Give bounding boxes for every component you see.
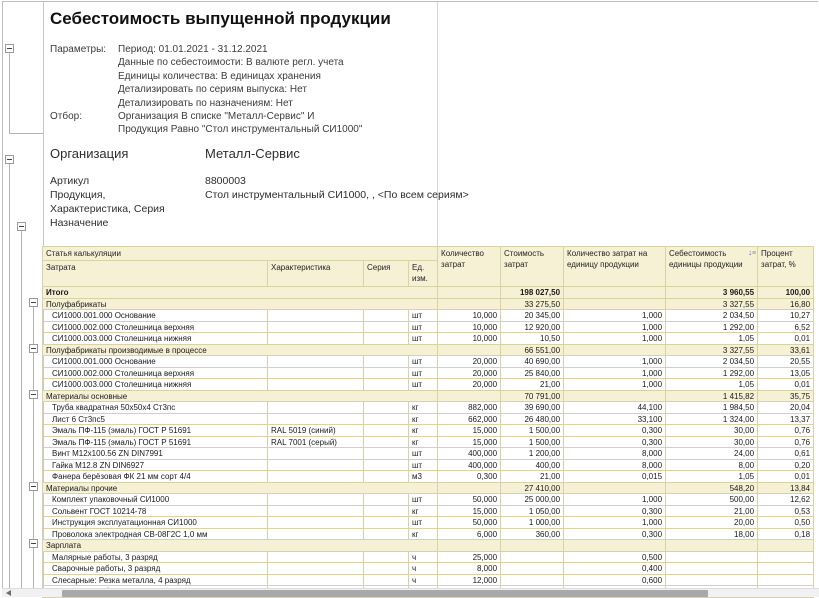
table-cell[interactable]: 400,000 xyxy=(438,448,501,460)
table-cell[interactable] xyxy=(268,321,364,333)
table-cell[interactable]: кг xyxy=(409,425,438,437)
tree-line xyxy=(21,231,22,588)
table-cell[interactable]: 8,000 xyxy=(564,459,666,471)
table-group-row[interactable] xyxy=(43,540,814,552)
table-data-row[interactable] xyxy=(43,333,814,345)
sort-descending-icon[interactable]: ↓≡ xyxy=(747,248,757,257)
table-cell[interactable]: 21,00 xyxy=(501,471,564,483)
table-cell[interactable]: Проволока электродная СВ-08Г2С 1,0 мм xyxy=(43,528,268,540)
table-data-row[interactable] xyxy=(43,563,814,575)
table-cell[interactable]: 66 551,00 xyxy=(501,344,564,356)
table-total-row[interactable] xyxy=(43,287,814,299)
table-data-row[interactable] xyxy=(43,321,814,333)
table-cell[interactable]: 662,000 xyxy=(438,413,501,425)
table-cell[interactable]: Лист 6 Ст3пс5 xyxy=(43,413,268,425)
panel-border-left xyxy=(2,1,3,596)
table-cell[interactable]: СИ1000.001.000 Основание xyxy=(43,356,268,368)
table-cell[interactable] xyxy=(758,540,814,552)
table-cell[interactable]: Сольвент ГОСТ 10214-78 xyxy=(43,505,268,517)
table-cell[interactable]: RAL 5019 (синий) xyxy=(268,425,364,437)
report-title: Себестоимость выпущенной продукции xyxy=(50,9,391,28)
table-cell[interactable] xyxy=(758,551,814,563)
table-cell[interactable]: 16,80 xyxy=(758,298,814,310)
table-cell[interactable]: 20,55 xyxy=(758,356,814,368)
table-cell[interactable] xyxy=(364,528,409,540)
table-cell[interactable] xyxy=(364,563,409,575)
table-cell[interactable]: 39 690,00 xyxy=(501,402,564,414)
table-cell[interactable]: 1 984,50 xyxy=(666,402,758,414)
table-cell[interactable] xyxy=(564,482,666,494)
table-cell[interactable]: 400,00 xyxy=(501,459,564,471)
table-cell[interactable]: 1,000 xyxy=(564,379,666,391)
table-cell[interactable] xyxy=(268,356,364,368)
table-cell[interactable]: 13,84 xyxy=(758,482,814,494)
filter-label: Отбор: xyxy=(50,111,82,123)
table-cell[interactable] xyxy=(268,379,364,391)
table-cell[interactable] xyxy=(268,459,364,471)
parameters-block xyxy=(50,43,362,137)
table-data-row[interactable] xyxy=(43,505,814,517)
table-cell[interactable]: 1,05 xyxy=(666,471,758,483)
table-group-row[interactable] xyxy=(43,390,814,402)
table-cell[interactable]: 400,000 xyxy=(438,459,501,471)
table-cell[interactable]: 1 000,00 xyxy=(501,517,564,529)
col-header-unit-cost[interactable] xyxy=(666,247,758,287)
table-cell[interactable]: 2 034,50 xyxy=(666,310,758,322)
table-cell[interactable] xyxy=(438,287,501,299)
table-cell[interactable]: 20,000 xyxy=(438,356,501,368)
table-cell[interactable]: 0,53 xyxy=(758,505,814,517)
field-value: Стол инструментальный СИ1000, , <По всем сериям> xyxy=(205,189,469,201)
table-cell[interactable]: 13,37 xyxy=(758,413,814,425)
table-cell[interactable]: 3 327,55 xyxy=(666,298,758,310)
tree-line xyxy=(9,133,43,134)
table-cell[interactable]: 27 410,00 xyxy=(501,482,564,494)
col-header-cost-item[interactable]: Статья калькуляции xyxy=(43,247,438,261)
table-cell[interactable] xyxy=(364,517,409,529)
table-cell[interactable] xyxy=(364,471,409,483)
table-cell[interactable]: 30,00 xyxy=(666,436,758,448)
table-cell[interactable]: 35,75 xyxy=(758,390,814,402)
table-cell[interactable]: ч xyxy=(409,574,438,586)
table-cell[interactable] xyxy=(364,333,409,345)
table-cell[interactable] xyxy=(268,448,364,460)
table-data-row[interactable] xyxy=(43,413,814,425)
table-cell[interactable] xyxy=(268,505,364,517)
table-cell[interactable]: Зарплата xyxy=(43,540,438,552)
table-cell[interactable]: 100,00 xyxy=(758,287,814,299)
table-cell[interactable]: шт xyxy=(409,517,438,529)
table-cell[interactable]: Сварочные работы, 3 разряд xyxy=(43,563,268,575)
table-cell[interactable]: 1 500,00 xyxy=(501,436,564,448)
table-cell[interactable]: Полуфабрикаты производимые в процессе xyxy=(43,344,438,356)
table-cell[interactable] xyxy=(758,563,814,575)
table-cell[interactable] xyxy=(564,298,666,310)
table-cell[interactable]: 12 920,00 xyxy=(501,321,564,333)
table-cell[interactable] xyxy=(268,367,364,379)
table-cell[interactable]: 10,000 xyxy=(438,333,501,345)
table-cell[interactable] xyxy=(364,436,409,448)
scroll-left-icon xyxy=(6,590,11,596)
table-cell[interactable] xyxy=(364,321,409,333)
table-cell[interactable] xyxy=(268,494,364,506)
table-data-row[interactable] xyxy=(43,574,814,586)
table-cell[interactable]: шт xyxy=(409,459,438,471)
table-cell[interactable]: 25 840,00 xyxy=(501,367,564,379)
table-cell[interactable] xyxy=(268,528,364,540)
col-header-unit[interactable]: Ед. изм. xyxy=(409,261,438,287)
table-cell[interactable]: кг xyxy=(409,413,438,425)
table-cell[interactable]: 1 292,00 xyxy=(666,367,758,379)
field-value xyxy=(205,202,469,216)
table-data-row[interactable] xyxy=(43,517,814,529)
table-cell[interactable]: шт xyxy=(409,356,438,368)
table-cell[interactable] xyxy=(438,298,501,310)
filter-line: Продукция Равно "Стол инструментальный СИ1000" xyxy=(118,124,363,136)
table-cell[interactable]: 10,50 xyxy=(501,333,564,345)
table-cell[interactable]: 0,76 xyxy=(758,436,814,448)
panel-border-top xyxy=(2,1,818,2)
table-cell[interactable] xyxy=(268,563,364,575)
col-header-series[interactable]: Серия xyxy=(364,261,409,287)
table-cell[interactable] xyxy=(564,287,666,299)
table-cell[interactable] xyxy=(364,367,409,379)
table-cell[interactable] xyxy=(501,551,564,563)
table-cell[interactable] xyxy=(364,425,409,437)
field-label: Назначение xyxy=(50,217,109,229)
table-cell[interactable] xyxy=(564,344,666,356)
table-group-row[interactable] xyxy=(43,344,814,356)
table-cell[interactable]: Фанера берёзовая ФК 21 мм сорт 4/4 xyxy=(43,471,268,483)
table-cell[interactable]: 1,000 xyxy=(564,367,666,379)
table-data-row[interactable] xyxy=(43,356,814,368)
parameter-line: Единицы количества: В единицах хранения xyxy=(118,70,321,82)
parameter-line: Детализировать по назначениям: Нет xyxy=(118,97,293,109)
table-cell[interactable] xyxy=(758,574,814,586)
table-cell[interactable]: 8,000 xyxy=(438,563,501,575)
table-cell[interactable]: RAL 7001 (серый) xyxy=(268,436,364,448)
collapse-toggle-table-icon[interactable] xyxy=(17,222,26,231)
table-cell[interactable] xyxy=(268,551,364,563)
table-cell[interactable]: кг xyxy=(409,505,438,517)
org-label: Организация xyxy=(50,146,129,161)
table-cell[interactable]: 1 050,00 xyxy=(501,505,564,517)
table-cell[interactable]: 0,01 xyxy=(758,333,814,345)
table-cell[interactable]: 0,300 xyxy=(564,436,666,448)
table-cell[interactable]: 1 415,82 xyxy=(666,390,758,402)
collapse-toggle-group3-icon[interactable] xyxy=(29,390,38,399)
table-cell[interactable] xyxy=(364,459,409,471)
table-cell[interactable] xyxy=(364,494,409,506)
table-cell[interactable]: СИ1000.003.000 Столешница нижняя xyxy=(43,333,268,345)
table-cell[interactable]: кг xyxy=(409,402,438,414)
table-data-row[interactable] xyxy=(43,471,814,483)
table-cell[interactable]: 0,300 xyxy=(564,528,666,540)
table-cell[interactable]: 1 500,00 xyxy=(501,425,564,437)
table-cell[interactable]: Комплект упаковочный СИ1000 xyxy=(43,494,268,506)
org-value: Металл-Сервис xyxy=(205,146,300,161)
table-cell[interactable]: 10,000 xyxy=(438,321,501,333)
table-cell[interactable]: шт xyxy=(409,333,438,345)
table-cell[interactable]: 1 324,00 xyxy=(666,413,758,425)
table-cell[interactable]: 3 327,55 xyxy=(666,344,758,356)
cost-table xyxy=(42,246,814,598)
table-cell[interactable]: кг xyxy=(409,436,438,448)
table-cell[interactable] xyxy=(564,390,666,402)
table-data-row[interactable] xyxy=(43,551,814,563)
table-cell[interactable]: 0,500 xyxy=(564,551,666,563)
table-cell[interactable] xyxy=(666,540,758,552)
table-cell[interactable]: 0,50 xyxy=(758,517,814,529)
table-cell[interactable]: 30,00 xyxy=(666,425,758,437)
table-cell[interactable]: СИ1000.003.000 Столешница нижняя xyxy=(43,379,268,391)
table-cell[interactable]: шт xyxy=(409,494,438,506)
table-cell[interactable]: 360,00 xyxy=(501,528,564,540)
table-cell[interactable] xyxy=(438,482,501,494)
table-cell[interactable] xyxy=(364,356,409,368)
table-cell[interactable]: 500,00 xyxy=(666,494,758,506)
table-cell[interactable]: Итого xyxy=(43,287,438,299)
table-cell[interactable]: 0,300 xyxy=(438,471,501,483)
table-header-row xyxy=(43,247,814,261)
table-cell[interactable] xyxy=(438,344,501,356)
table-cell[interactable]: 0,20 xyxy=(758,459,814,471)
table-data-row[interactable] xyxy=(43,494,814,506)
table-cell[interactable]: 20,000 xyxy=(438,367,501,379)
table-cell[interactable]: 6,52 xyxy=(758,321,814,333)
table-cell[interactable]: 33,61 xyxy=(758,344,814,356)
col-header-cost[interactable]: Стоимость затрат xyxy=(501,247,564,287)
filter-line: Организация В списке "Металл-Сервис" И xyxy=(118,111,315,123)
table-cell[interactable]: Слесарные: Резка металла, 4 разряд xyxy=(43,574,268,586)
table-cell[interactable] xyxy=(666,551,758,563)
table-cell[interactable]: 24,00 xyxy=(666,448,758,460)
table-cell[interactable]: 20,00 xyxy=(666,517,758,529)
table-data-row[interactable] xyxy=(43,425,814,437)
table-cell[interactable]: 18,00 xyxy=(666,528,758,540)
table-cell[interactable]: Малярные работы, 3 разряд xyxy=(43,551,268,563)
table-cell[interactable]: 198 027,50 xyxy=(501,287,564,299)
table-cell[interactable]: 3 960,55 xyxy=(666,287,758,299)
table-cell[interactable]: 2 034,50 xyxy=(666,356,758,368)
table-cell[interactable]: 21,00 xyxy=(666,505,758,517)
table-cell[interactable]: Эмаль ПФ-115 (эмаль) ГОСТ Р 51691 xyxy=(43,436,268,448)
table-cell[interactable]: 12,000 xyxy=(438,574,501,586)
table-cell[interactable]: 1,05 xyxy=(666,379,758,391)
table-cell[interactable]: 1 292,00 xyxy=(666,321,758,333)
table-cell[interactable] xyxy=(268,402,364,414)
table-cell[interactable]: 40 690,00 xyxy=(501,356,564,368)
table-cell[interactable] xyxy=(364,505,409,517)
cost-table-body xyxy=(43,287,814,598)
table-cell[interactable] xyxy=(364,379,409,391)
table-cell[interactable]: 20,000 xyxy=(438,379,501,391)
table-cell[interactable]: 12,62 xyxy=(758,494,814,506)
tree-line xyxy=(9,164,10,588)
table-cell[interactable] xyxy=(364,448,409,460)
table-cell[interactable] xyxy=(268,310,364,322)
table-cell[interactable]: 15,000 xyxy=(438,436,501,448)
table-cell[interactable]: 1,05 xyxy=(666,333,758,345)
table-group-row[interactable] xyxy=(43,482,814,494)
table-data-row[interactable] xyxy=(43,402,814,414)
table-cell[interactable]: СИ1000.002.000 Столешница верхняя xyxy=(43,321,268,333)
table-cell[interactable] xyxy=(501,563,564,575)
table-cell[interactable]: СИ1000.001.000 Основание xyxy=(43,310,268,322)
table-cell[interactable]: Материалы основные xyxy=(43,390,438,402)
table-cell[interactable] xyxy=(268,413,364,425)
table-cell[interactable]: 6,000 xyxy=(438,528,501,540)
collapse-toggle-group2-icon[interactable] xyxy=(29,344,38,353)
parameter-line: Период: 01.01.2021 - 31.12.2021 xyxy=(118,44,268,55)
scroll-left-button[interactable] xyxy=(4,590,14,597)
table-cell[interactable]: 0,400 xyxy=(564,563,666,575)
table-data-row[interactable] xyxy=(43,436,814,448)
table-cell[interactable]: 44,100 xyxy=(564,402,666,414)
table-cell[interactable] xyxy=(364,402,409,414)
col-header-qty-per-unit[interactable]: Количество затрат на единицу продукции xyxy=(564,247,666,287)
col-header-unit-cost-label: Себестоимость единицы продукции xyxy=(669,249,743,269)
table-cell[interactable]: 50,000 xyxy=(438,517,501,529)
table-cell[interactable] xyxy=(364,310,409,322)
col-header-percent[interactable]: Процент затрат, % xyxy=(758,247,814,287)
table-cell[interactable]: 10,27 xyxy=(758,310,814,322)
table-cell[interactable] xyxy=(666,574,758,586)
table-cell[interactable]: 0,01 xyxy=(758,471,814,483)
table-cell[interactable]: 1 200,00 xyxy=(501,448,564,460)
table-cell[interactable] xyxy=(268,471,364,483)
table-cell[interactable] xyxy=(268,574,364,586)
field-value xyxy=(205,216,469,230)
table-data-row[interactable] xyxy=(43,379,814,391)
table-cell[interactable] xyxy=(501,540,564,552)
table-cell[interactable]: ч xyxy=(409,551,438,563)
table-cell[interactable]: 15,000 xyxy=(438,505,501,517)
table-cell[interactable]: 0,18 xyxy=(758,528,814,540)
table-group-row[interactable] xyxy=(43,298,814,310)
table-cell[interactable]: шт xyxy=(409,448,438,460)
table-cell[interactable]: 0,01 xyxy=(758,379,814,391)
table-cell[interactable]: 882,000 xyxy=(438,402,501,414)
table-cell[interactable]: 25 000,00 xyxy=(501,494,564,506)
table-cell[interactable]: шт xyxy=(409,379,438,391)
table-cell[interactable]: 0,300 xyxy=(564,505,666,517)
table-cell[interactable]: 1,000 xyxy=(564,310,666,322)
tree-line xyxy=(9,53,10,133)
parameter-line: Детализировать по сериям выпуска: Нет xyxy=(118,84,307,96)
table-cell[interactable] xyxy=(501,574,564,586)
table-cell[interactable]: м3 xyxy=(409,471,438,483)
table-cell[interactable]: шт xyxy=(409,310,438,322)
table-data-row[interactable] xyxy=(43,528,814,540)
table-cell[interactable]: 1,000 xyxy=(564,494,666,506)
table-cell[interactable]: 33,100 xyxy=(564,413,666,425)
table-cell[interactable]: 25,000 xyxy=(438,551,501,563)
table-cell[interactable]: 33 275,50 xyxy=(501,298,564,310)
table-cell[interactable]: 21,00 xyxy=(501,379,564,391)
field-label: Характеристика, Серия xyxy=(50,203,165,215)
table-cell[interactable]: 1,000 xyxy=(564,517,666,529)
table-data-row[interactable] xyxy=(43,448,814,460)
collapse-toggle-group4-icon[interactable] xyxy=(29,482,38,491)
table-cell[interactable]: 0,600 xyxy=(564,574,666,586)
table-cell[interactable]: 50,000 xyxy=(438,494,501,506)
table-cell[interactable]: ч xyxy=(409,563,438,575)
table-cell[interactable] xyxy=(438,390,501,402)
org-block xyxy=(50,146,469,230)
col-header-qty[interactable]: Количество затрат xyxy=(438,247,501,287)
table-cell[interactable]: Материалы прочие xyxy=(43,482,438,494)
table-cell[interactable]: 1,000 xyxy=(564,321,666,333)
table-cell[interactable]: кг xyxy=(409,528,438,540)
col-header-characteristic[interactable]: Характеристика xyxy=(268,261,364,287)
table-cell[interactable]: Инструкция эксплуатационная СИ1000 xyxy=(43,517,268,529)
table-cell[interactable]: 0,61 xyxy=(758,448,814,460)
col-header-expense[interactable]: Затрата xyxy=(43,261,268,287)
table-cell[interactable] xyxy=(564,540,666,552)
table-cell[interactable]: 8,00 xyxy=(666,459,758,471)
table-cell[interactable] xyxy=(666,563,758,575)
table-cell[interactable]: 1,000 xyxy=(564,356,666,368)
table-cell[interactable]: Полуфабрикаты xyxy=(43,298,438,310)
field-label: Артикул xyxy=(50,175,90,187)
table-cell[interactable] xyxy=(268,517,364,529)
table-cell[interactable] xyxy=(364,413,409,425)
table-cell[interactable]: Труба квадратная 50х50х4 Ст3пс xyxy=(43,402,268,414)
table-cell[interactable]: 15,000 xyxy=(438,425,501,437)
parameter-line: Данные по себестоимости: В валюте регл. учета xyxy=(118,57,344,69)
table-cell[interactable] xyxy=(438,540,501,552)
table-cell[interactable]: 0,76 xyxy=(758,425,814,437)
table-cell[interactable]: СИ1000.002.000 Столешница верхняя xyxy=(43,367,268,379)
table-cell[interactable]: 1,000 xyxy=(564,333,666,345)
collapse-toggle-group1-icon[interactable] xyxy=(29,298,38,307)
table-cell[interactable]: 8,000 xyxy=(564,448,666,460)
table-cell[interactable]: шт xyxy=(409,321,438,333)
table-cell[interactable]: 10,000 xyxy=(438,310,501,322)
table-cell[interactable]: Гайка М12.8 ZN DIN6927 xyxy=(43,459,268,471)
table-cell[interactable]: 20 345,00 xyxy=(501,310,564,322)
table-cell[interactable]: 26 480,00 xyxy=(501,413,564,425)
collapse-toggle-product-icon[interactable] xyxy=(5,155,14,164)
table-cell[interactable] xyxy=(364,551,409,563)
table-data-row[interactable] xyxy=(43,367,814,379)
table-cell[interactable] xyxy=(268,333,364,345)
table-cell[interactable]: 20,04 xyxy=(758,402,814,414)
table-data-row[interactable] xyxy=(43,310,814,322)
scrollbar-thumb[interactable] xyxy=(62,590,708,597)
collapse-toggle-group5-icon[interactable] xyxy=(29,539,38,548)
table-cell[interactable]: 0,300 xyxy=(564,425,666,437)
table-cell[interactable]: шт xyxy=(409,367,438,379)
parameters-label: Параметры: xyxy=(50,44,107,55)
table-cell[interactable]: 548,20 xyxy=(666,482,758,494)
field-value: 8800003 xyxy=(205,175,246,187)
table-data-row[interactable] xyxy=(43,459,814,471)
field-label: Продукция, xyxy=(50,189,106,201)
table-cell[interactable]: Винт М12х100.56 ZN DIN7991 xyxy=(43,448,268,460)
table-cell[interactable]: 0,015 xyxy=(564,471,666,483)
table-cell[interactable]: Эмаль ПФ-115 (эмаль) ГОСТ Р 51691 xyxy=(43,425,268,437)
horizontal-scrollbar[interactable] xyxy=(2,588,819,597)
table-cell[interactable]: 70 791,00 xyxy=(501,390,564,402)
table-cell[interactable] xyxy=(364,574,409,586)
table-cell[interactable]: 13,05 xyxy=(758,367,814,379)
collapse-toggle-header-icon[interactable] xyxy=(5,44,14,53)
